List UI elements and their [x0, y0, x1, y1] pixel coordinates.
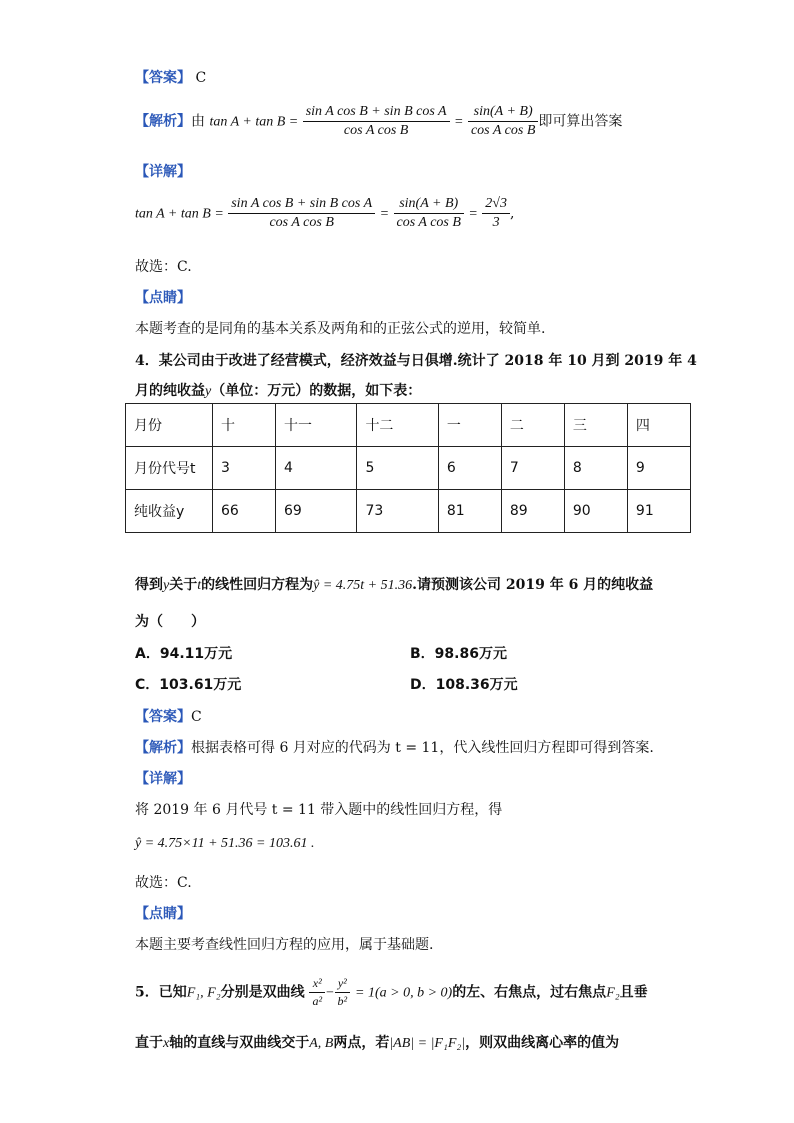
table-cell: 73 — [357, 490, 438, 533]
analysis-suffix: 即可算出答案 — [538, 113, 623, 130]
detail-tag-q3: 【详解】 — [135, 164, 191, 180]
option-b[interactable]: B．98.86万元 — [410, 646, 507, 662]
table-cell: 8 — [564, 447, 627, 490]
formula-lhs: tan A + tan B = — [209, 114, 299, 130]
fraction-y: $\frac{\text{y²}}{\text{b²}}$ — [335, 976, 351, 1009]
analysis-tag: 【解析】 — [135, 113, 191, 130]
detail-formula-q3: tan A + tan B = $\frac{\text{sin A cos B + sin B cos A}}{\text{cos A cos B}}$ = $\frac{\sin(A + B)}{\text{cos A cos B}}$ = $\frac{2√3}{3}$ , — [135, 196, 515, 230]
fraction-sine-sum: $\frac{\sin(A + B)}{\text{cos A cos B}}$ — [394, 196, 464, 231]
table-cell: 4 — [276, 447, 357, 490]
choose-line-q4: 故选：C. — [135, 875, 192, 891]
fraction-sum: $\frac{\text{sin A cos B + sin B cos A}}{\text{cos A cos B}}$ — [303, 104, 450, 139]
option-c[interactable]: C．103.61万元 — [135, 677, 242, 693]
answer-tag: 【答案】 — [135, 70, 191, 86]
table-row — [126, 404, 691, 447]
answer-value: C — [195, 70, 207, 86]
table-cell: 月份代号t — [126, 447, 213, 490]
table-cell: 69 — [276, 490, 357, 533]
table-cell: 十 — [213, 404, 276, 447]
fraction-sine-sum: $\frac{\sin(A + B)}{\text{cos A cos B}}$ — [468, 104, 538, 139]
table-cell: 9 — [627, 447, 690, 490]
option-a[interactable]: A．94.11万元 — [135, 646, 233, 662]
table-cell: 十二 — [357, 404, 438, 447]
table-cell: 一 — [438, 404, 501, 447]
regression-equation: ŷ = 4.75t + 51.36 — [313, 578, 413, 593]
detail-text-q4: 将 2019 年 6 月代号 t = 11 带入题中的线性回归方程，得 — [135, 802, 503, 818]
calculation-q4: ŷ = 4.75×11 + 51.36 = 103.61 . — [135, 836, 315, 851]
analysis-prefix: 由 — [191, 113, 205, 130]
answer-line-q4: 【答案】C — [135, 709, 202, 725]
table-cell: 6 — [438, 447, 501, 490]
regression-line1: 得到y关于t的线性回归方程为ŷ = 4.75t + 51.36.请预测该公司 2019 年 6 月的纯收益 — [135, 577, 654, 593]
table-cell: 90 — [564, 490, 627, 533]
comment-text-q3: 本题考查的是同角的基本关系及两角和的正弦公式的逆用，较简单. — [135, 321, 546, 337]
table-cell: 三 — [564, 404, 627, 447]
table-row — [126, 447, 691, 490]
table-cell: 十一 — [276, 404, 357, 447]
choose-line-q3: 故选：C. — [135, 259, 192, 275]
fraction-x: $\frac{\text{x²}}{\text{a²}}$ — [309, 976, 325, 1009]
analysis-line-q3: 【解析】由 tan A + tan B = $\frac{\text{sin A cos B + sin B cos A}}{\text{cos A cos B}}$ = $\frac{\sin(A + B)}{\text{cos A cos B}}$ 即可算出答案 — [135, 104, 623, 138]
table-cell: 66 — [213, 490, 276, 533]
question-5-line2: 直于x轴的直线与双曲线交于A, B两点，若|AB| = |F₁F₂|，则双曲线离心率的值为 — [135, 1035, 620, 1051]
table-cell: 四 — [627, 404, 690, 447]
table-cell: 81 — [438, 490, 501, 533]
comment-text-q4: 本题主要考查线性回归方程的应用，属于基础题. — [135, 937, 434, 953]
table-cell: 91 — [627, 490, 690, 533]
table-row — [126, 490, 691, 533]
question-4-stem-line2: 月的纯收益y（单位：万元）的数据，如下表： — [135, 383, 422, 399]
detail-tag-q4: 【详解】 — [135, 771, 191, 787]
analysis-line-q4: 【解析】根据表格可得 6 月对应的代码为 t = 11，代入线性回归方程即可得到答案. — [135, 740, 654, 756]
question-4-stem-line1: 4．某公司由于改进了经营模式，经济效益与日俱增.统计了 2018 年 10 月到 2019 年 4 — [135, 353, 697, 369]
fraction-result: $\frac{2√3}{3}$ — [482, 196, 510, 231]
option-d[interactable]: D．108.36万元 — [410, 677, 518, 693]
data-table — [125, 403, 691, 533]
comment-tag-q4: 【点睛】 — [135, 906, 191, 922]
answer-line-q3 — [135, 67, 206, 87]
table-cell: 7 — [501, 447, 564, 490]
comment-tag-q3: 【点睛】 — [135, 290, 191, 306]
table-cell: 3 — [213, 447, 276, 490]
question-5-line1: 5．已知F₁, F₂分别是双曲线 $\frac{\text{x²}}{\text{a²}}$ − $\frac{\text{y²}}{\text{b²}}$ = 1(a > 0, b > 0)的左、右焦点，过右焦点F₂且垂 — [135, 976, 648, 1008]
table-cell: 5 — [357, 447, 438, 490]
regression-line2: 为（ ） — [135, 614, 205, 630]
table-cell: 月份 — [126, 404, 213, 447]
table-cell: 89 — [501, 490, 564, 533]
table-cell: 纯收益y — [126, 490, 213, 533]
table-cell: 二 — [501, 404, 564, 447]
fraction-sum: $\frac{\text{sin A cos B + sin B cos A}}{\text{cos A cos B}}$ — [228, 196, 375, 231]
